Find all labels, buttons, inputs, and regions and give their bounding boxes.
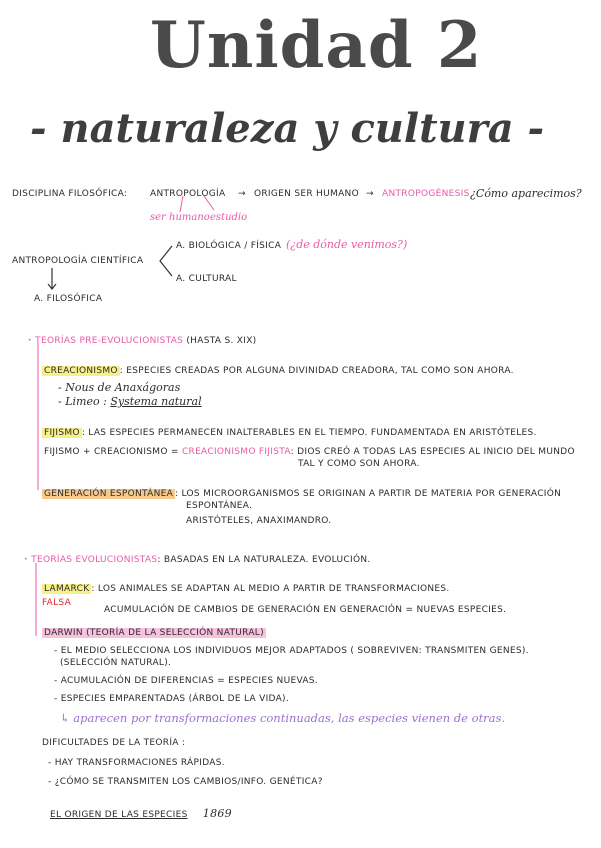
fijismo-label: FIJISMO — [44, 428, 80, 438]
a-filosofica: A. FILOSÓFICA — [34, 294, 103, 304]
fijismo-creac-text1: : DIOS CREÓ A TODAS LAS ESPECIES AL INICIO DEL MUNDO — [290, 447, 575, 457]
origen-especies: EL ORIGEN DE LAS ESPECIES — [50, 810, 188, 820]
generacion-text1: : LOS MICROORGANISMOS SE ORIGINAN A PARTIR DE MATERIA POR GENERACIÓN — [175, 489, 562, 499]
creacionismo-text: : ESPECIES CREADAS POR ALGUNA DIVINIDAD CREADORA, TAL COMO SON AHORA. — [119, 366, 514, 376]
generacion-text2: ESPONTÁNEA. — [186, 501, 253, 511]
fijismo-creac-label: FIJISMO + CREACIONISMO = — [44, 447, 179, 457]
ser-humano-note: ser humano — [150, 212, 210, 223]
pre-heading-text: TEORÍAS PRE-EVOLUCIONISTAS — [35, 336, 184, 346]
estudio-note: estudio — [210, 212, 248, 223]
antropologia-cientifica: ANTROPOLOGÍA CIENTÍFICA — [12, 256, 144, 266]
falsa-mark: FALSA — [42, 598, 72, 608]
nous-anaxagoras: - Nous de Anaxágoras — [58, 381, 181, 394]
bullet-dot: · — [24, 555, 32, 565]
limeo-line — [58, 395, 202, 408]
lamarck-text2: ACUMULACIÓN DE CAMBIOS DE GENERACIÓN EN GENERACIÓN = NUEVAS ESPECIES. — [104, 605, 507, 615]
creacionismo-label: CREACIONISMO — [44, 366, 118, 376]
dificultades-heading: DIFICULTADES DE LA TEORÍA : — [42, 738, 186, 748]
page-subtitle: - naturaleza y cultura - — [30, 105, 545, 152]
fijismo-creacionismo-line — [44, 447, 575, 457]
a-cultural: A. CULTURAL — [176, 274, 237, 284]
pre-heading-rest: (HASTA S. XIX) — [186, 336, 257, 346]
antropogenesis-term: ANTROPOGÉNESIS — [382, 189, 470, 199]
darwin-point-1b: (SELECCIÓN NATURAL). — [60, 658, 172, 668]
generacion-label: GENERACIÓN ESPONTÁNEA — [44, 489, 174, 499]
bullet-dot: · — [28, 336, 36, 346]
a-biologica: A. BIOLÓGICA / FÍSICA — [176, 241, 282, 251]
page-title: Unidad 2 — [150, 8, 483, 83]
creacionismo-line — [42, 366, 514, 376]
lamarck-label: LAMARCK — [44, 584, 90, 594]
generacion-text3: ARISTÓTELES, ANAXIMANDRO. — [186, 516, 332, 526]
evolucionistas-heading — [24, 555, 371, 565]
fijismo-text: : LAS ESPECIES PERMANECEN INALTERABLES EN EL TIEMPO. FUNDAMENTADA EN ARISTÓTELES. — [81, 428, 537, 438]
arrow-2: → — [366, 189, 374, 199]
generacion-line — [42, 489, 561, 499]
darwin-point-1a: - EL MEDIO SELECCIONA LOS INDIVIDUOS MEJOR ADAPTADOS ( SOBREVIVEN: TRANSMITEN GENES). — [54, 646, 529, 656]
dificultad-2: - ¿CÓMO SE TRANSMITEN LOS CAMBIOS/INFO. GENÉTICA? — [48, 777, 323, 787]
darwin-point-3: - ESPECIES EMPARENTADAS (ÁRBOL DE LA VIDA). — [54, 694, 290, 704]
lamarck-line — [42, 584, 450, 594]
lamarck-text: : LOS ANIMALES SE ADAPTAN AL MEDIO A PARTIR DE TRANSFORMACIONES. — [91, 584, 450, 594]
dificultad-1: - HAY TRANSFORMACIONES RÁPIDAS. — [48, 758, 225, 768]
creacionismo-fijista: CREACIONISMO FIJISTA — [181, 447, 291, 457]
darwin-point-4: ↳ aparecen por transformaciones continuadas, las especies vienen de otras. — [60, 711, 506, 725]
fijismo-creac-text2: TAL Y COMO SON AHORA. — [298, 459, 420, 469]
limeo-label: - Limeo : — [58, 395, 107, 408]
arrow-1: → — [238, 189, 246, 199]
pre-evolucionistas-heading — [28, 336, 256, 346]
origen-year: 1869 — [202, 807, 232, 820]
origen-term: ORIGEN SER HUMANO — [254, 189, 359, 199]
darwin-line — [42, 628, 266, 638]
darwin-point-2: - ACUMULACIÓN DE DIFERENCIAS = ESPECIES NUEVAS. — [54, 676, 318, 686]
fijismo-line — [42, 428, 537, 438]
origen-especies-line — [50, 807, 232, 820]
evo-heading-rest: : BASADAS EN LA NATURALEZA. EVOLUCIÓN. — [157, 555, 371, 565]
de-donde-venimos: (¿de dónde venimos?) — [286, 238, 408, 251]
darwin-label: DARWIN (TEORÍA DE LA SELECCIÓN NATURAL) — [44, 628, 264, 638]
antropologia-term: ANTROPOLOGÍA — [150, 189, 226, 199]
evo-heading-text: TEORÍAS EVOLUCIONISTAS — [31, 555, 158, 565]
disciplina-label: DISCIPLINA FILOSÓFICA: — [12, 189, 128, 199]
como-aparecimos: ¿Cómo aparecimos? — [470, 187, 582, 200]
systema-natural: Systema natural — [110, 395, 202, 408]
